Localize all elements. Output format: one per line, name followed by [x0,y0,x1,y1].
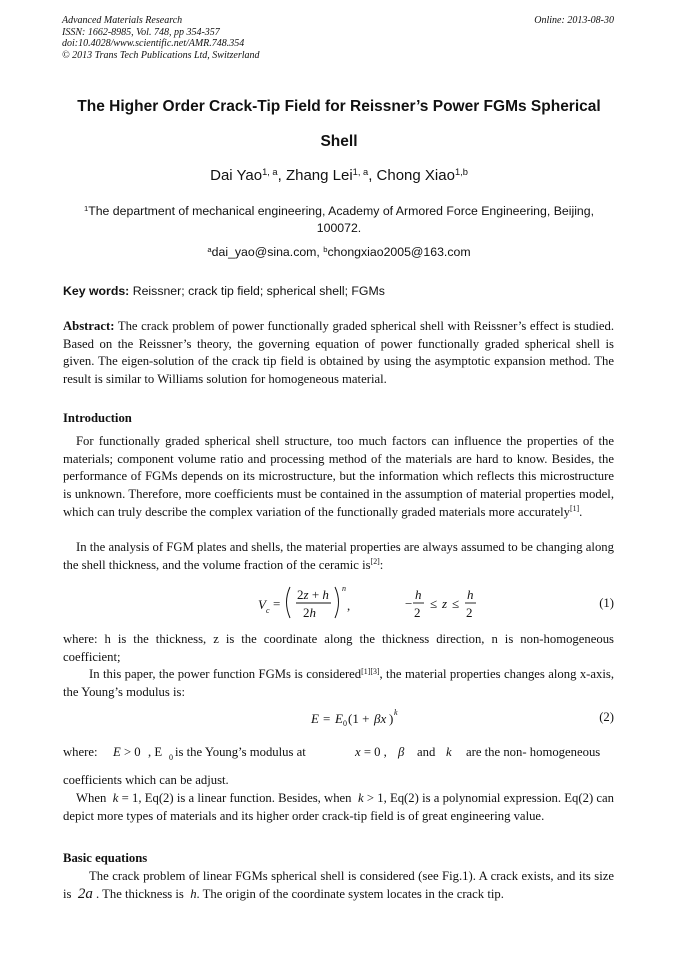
equation-2-math [63,705,614,731]
svg-text:=: = [323,711,331,726]
svg-text:≤: ≤ [452,596,460,611]
svg-text:,: , [347,598,351,613]
author-name: Dai Yao [210,167,263,184]
svg-text:k: k [394,708,398,717]
svg-text:2: 2 [414,605,421,620]
keywords-label: Key words: [63,284,130,298]
svg-text:h: h [467,587,474,602]
intro-paragraph-4: In this paper, the power function FGMs is considered[1][3], the material properties changes along x-axis, the Young’s modulus is: [63,666,614,699]
doi-line: doi:10.4028/www.scientific.net/AMR.748.354 [62,38,245,49]
journal-name: Advanced Materials Research [62,15,183,26]
title-line-1: The Higher Order Crack-Tip Field for Reissner’s Power FGMs Spherical [77,98,601,115]
equation-1-math [63,582,614,622]
section-heading-introduction: Introduction [63,411,132,425]
svg-text:z: z [442,596,448,611]
svg-text:E: E [311,711,319,726]
online-date: Online: 2013-08-30 [534,15,614,26]
citation[interactable]: [1][3] [361,666,380,676]
author-emails: $^a$dai_yao@sina.com, $^b$chongxiao2005@163.com [207,244,471,259]
title-line-2: Shell [320,133,358,150]
citation[interactable]: [2] [370,557,380,567]
svg-text:n: n [342,584,346,593]
author-affil-mark: 1, a [262,166,278,177]
intro-paragraph-5: where: E > 0 , E 0 is the Young’s modulus at x = 0 , β and k are the non- homogeneous [63,745,601,762]
svg-text:h: h [415,587,422,602]
svg-text:0: 0 [343,719,347,728]
intro-paragraph-1: For functionally graded spherical shell structure, too much factors can influence the properties of the materials; component volume ratio and processing method of the materials are hard to know. Besides, the performance of FGMs depends on its microstructure, but the information which reflects this microstructure is unknown. Therefore, more coefficients must be contained in the assumption of material properties model, which can truly describe the complex variation of the functionally graded materials more accurately[1]. [63,434,614,519]
svg-text:(1 +: (1 + [348,711,370,726]
journal-header [62,15,260,61]
equation-number: (2) [599,710,614,724]
email-link[interactable]: chongxiao2005@163.com [327,245,471,259]
svg-text:2z + h: 2z + h [297,587,329,602]
email-link[interactable]: dai_yao@sina.com [211,245,317,259]
section-heading-basic-equations: Basic equations [63,851,148,865]
svg-text:βx: βx [374,711,387,726]
svg-text:≤: ≤ [430,596,438,611]
copyright-line: © 2013 Trans Tech Publications Ltd, Switzerland [62,49,260,61]
author-name: Zhang Lei [285,167,353,184]
intro-paragraph-7: When k = 1, Eq(2) is a linear function. Besides, when k > 1, Eq(2) is a polynomial expression. Eq(2) can depict more types of materials and its higher order crack-tip field is of great engineering value. [63,791,614,823]
issn-line: ISSN: 1662-8985, Vol. 748, pp 354-357 [62,26,220,38]
svg-text:−: − [405,596,413,611]
svg-text:E: E [335,711,343,726]
keywords: Key words: Reissner; crack tip field; spherical shell; FGMs [63,284,385,298]
abstract: Abstract: The crack problem of power functionally graded spherical shell with Reissner’s effect is studied. Based on the Reissner’s theory, the governing equation of power functionally graded spherical shell is given. The eigen-solution of the crack tip field is obtained by using the asymptotic expansion method. The result is similar to Williams solution for homogeneous material. [63,319,614,387]
citation[interactable]: [1] [569,504,580,514]
author-affil-mark: 1,b [454,166,468,177]
svg-text:V: V [258,597,266,612]
author-affil-mark: 1, a [352,166,369,177]
intro-paragraph-3: where: h is the thickness, z is the coordinate along the thickness direction, n is non-homogeneous coefficient; [63,632,614,664]
paper-title [48,89,630,159]
intro-paragraph-6: coefficients which can be adjust. [63,773,229,787]
svg-text:): ) [389,711,394,726]
intro-paragraph-2: In the analysis of FGM plates and shells, the material properties are always assumed to be changing along the shell thickness, and the volume fraction of the ceramic is[2]: [63,540,614,572]
abstract-label: Abstract: [63,319,115,333]
equation-number: (1) [599,596,614,610]
svg-text:2h: 2h [303,605,316,620]
equation-1 [63,582,614,622]
affiliation: $^1$The department of mechanical engineering, Academy of Armored Force Engineering, Beijing, 100072. [83,203,595,235]
equation-2 [63,705,614,731]
svg-text:c: c [266,606,270,615]
author-name: Chong Xiao [376,167,455,184]
svg-text:=: = [273,596,281,611]
author-list: Dai Yao$^{1, a}$, Zhang Lei$^{1, a}$, Chong Xiao$^{1,b}$ [210,166,468,184]
svg-text:2: 2 [466,605,473,620]
basic-paragraph-1: The crack problem of linear FGMs spherical shell is considered (see Fig.1). A crack exists, and its size is 2a . The thickness is h. The origin of the coordinate system locates in the crack tip. [63,869,614,902]
